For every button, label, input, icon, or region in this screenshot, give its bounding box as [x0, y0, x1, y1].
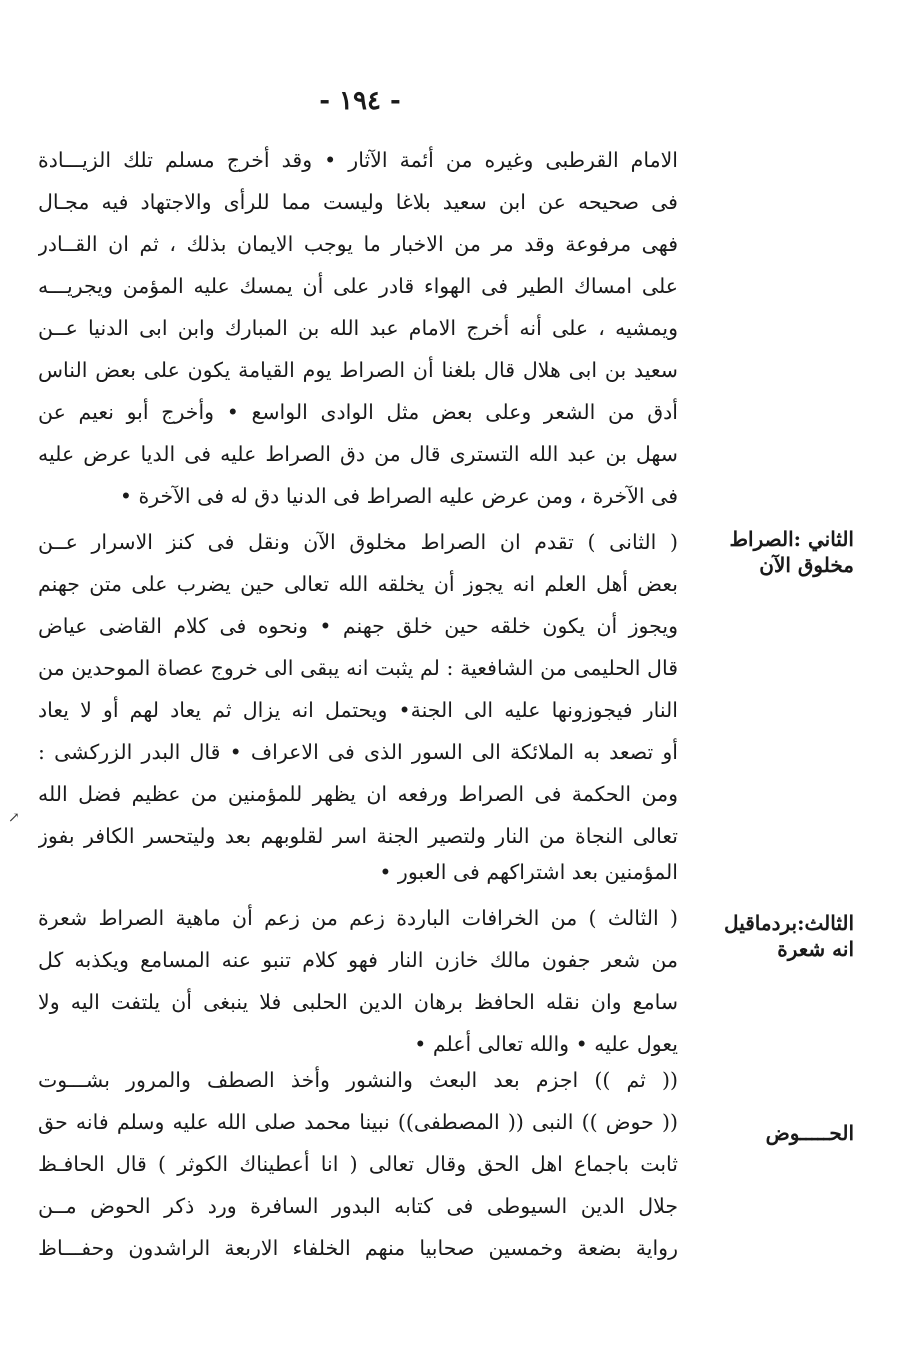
text-line: المؤمنين بعد اشتراكهم فى العبور • — [379, 860, 678, 884]
text-line: ويجوز أن يكون خلقه حين خلق جهنم • ونحوه فى كلام القاضى عياض — [38, 614, 678, 638]
text-line: (( حوض )) النبى (( المصطفى)) نبينا محمد صلى الله عليه وسلم فانه حق — [38, 1110, 678, 1134]
margin-heading-line: انه شعرة — [777, 937, 854, 961]
text-line: رواية بضعة وخمسين صحابيا منهم الخلفاء الاربعة الراشدون وحفـــاظ — [38, 1236, 678, 1260]
text-line: سعيد بن ابى هلال قال بلغنا أن الصراط يوم القيامة يكون على بعض الناس — [38, 358, 678, 382]
text-line: ويمشيه ، على أنه أخرج الامام عبد الله بن المبارك وابن ابى الدنيا عــن — [38, 316, 678, 340]
margin-heading-section-2 — [684, 526, 854, 578]
text-line: ( الثالث ) من الخرافات الباردة زعم من زعم أن ماهية الصراط شعرة — [38, 906, 678, 930]
text-line: فى صحيحه عن ابن سعيد بلاغا وليست مما للرأى والاجتهاد فيه مجـال — [38, 190, 678, 214]
text-line: ثابت باجماع اهل الحق وقال تعالى ( انا أعطيناك الكوثر ) قال الحافـظ — [38, 1152, 678, 1176]
margin-heading-line: الحـــــوض — [765, 1121, 854, 1145]
text-line: فى الآخرة ، ومن عرض عليه الصراط فى الدنيا دق له فى الآخرة • — [119, 484, 678, 508]
margin-heading-section-3 — [684, 910, 854, 962]
text-line: ومن الحكمة فى الصراط ورفعه ان يظهر للمؤمنين من عظيم فضل الله — [38, 782, 678, 806]
text-line: على امساك الطير فى الهواء قادر على أن يمسك عليه المؤمن ويجريـــه — [38, 274, 678, 298]
text-line: النار فيجوزونها عليه الى الجنة• ويحتمل انه يزال ثم يعاد لهم أو لا يعاد — [38, 698, 678, 722]
text-line: (( ثم )) اجزم بعد البعث والنشور وأخذ الصطف والمرور بشـــوت — [38, 1068, 678, 1092]
text-line: سامع وان نقله الحافظ برهان الدين الحلبى فلا ينبغى أن يلتفت اليه ولا — [38, 990, 678, 1014]
margin-heading-line: مخلوق الآن — [759, 553, 854, 577]
margin-heading-section-4 — [684, 1120, 854, 1146]
text-line: بعض أهل العلم انه يجوز أن يخلقه الله تعالى حين يضرب على متن جهنم — [38, 572, 678, 596]
text-line: جلال الدين السيوطى فى كتابه البدور السافرة ورد ذكر الحوض مــن — [38, 1194, 678, 1218]
text-line: تعالى النجاة من النار ولتصير الجنة اسر لقلوبهم بعد وليتحسر الكافر بفوز — [38, 824, 678, 848]
text-line: ( الثانى ) تقدم ان الصراط مخلوق الآن ونقل فى كنز الاسرار عــن — [38, 530, 678, 554]
text-line: فهى مرفوعة وقد مر من الاخبار ما يوجب الايمان بذلك ، ثم ان القــادر — [38, 232, 678, 256]
text-line: أو تصعد به الملائكة الى السور الذى فى الاعراف • قال البدر الزركشى : — [38, 740, 678, 764]
text-line: الامام القرطبى وغيره من أئمة الآثار • وقد أخرج مسلم تلك الزيـــادة — [38, 148, 678, 172]
text-line: من شعر جفون مالك خازن النار فهو كلام تنبو عنه المسامع ويكذبه كل — [38, 948, 678, 972]
margin-pencil-mark: ↗ — [8, 810, 20, 826]
text-line: سهل بن عبد الله التسترى قال من دق الصراط عليه فى الديا عرض عليه — [38, 442, 678, 466]
page-number: - ١٩٤ - — [319, 86, 401, 116]
text-line: أدق من الشعر وعلى بعض مثل الوادى الواسع • وأخرج أبو نعيم عن — [38, 400, 678, 424]
text-line: يعول عليه • والله تعالى أعلم • — [414, 1032, 678, 1056]
margin-heading-line: الثالث:بردماقيل — [724, 911, 854, 935]
text-line: قال الحليمى من الشافعية : لم يثبت انه يبقى الى خروج عصاة الموحدين من — [38, 656, 678, 680]
margin-heading-line: الثاني :الصراط — [729, 527, 854, 551]
